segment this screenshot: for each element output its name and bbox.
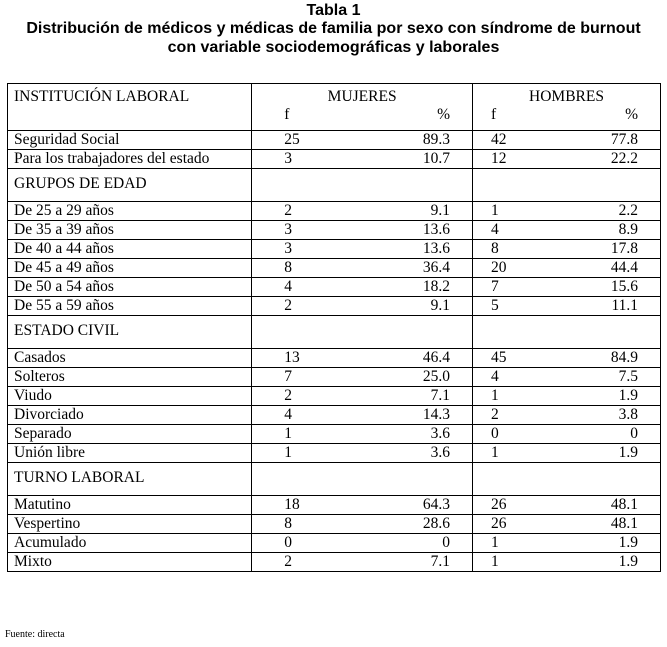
row-label: De 50 a 54 años: [8, 278, 252, 297]
header-hombres-f: f: [491, 106, 497, 123]
mujeres-f-value: 3: [284, 240, 292, 257]
hombres-cell: [473, 515, 661, 534]
hombres-pct-value: 1.9: [618, 553, 638, 570]
hombres-f-value: 1: [491, 553, 499, 570]
mujeres-cell: [252, 553, 473, 572]
hombres-pct-value: 1.9: [618, 387, 638, 404]
hombres-f-value: 8: [491, 240, 499, 257]
header-hombres: [473, 84, 661, 131]
mujeres-f-value: 0: [284, 534, 292, 551]
mujeres-f-value: 25: [284, 131, 300, 148]
mujeres-f-value: 2: [284, 297, 292, 314]
header-mujeres-pct: %: [437, 106, 451, 123]
header-row: [8, 84, 661, 131]
hombres-f-value: 1: [491, 387, 499, 404]
empty-cell: [252, 463, 473, 496]
table-row: [8, 259, 661, 278]
mujeres-pct-value: 7.1: [430, 553, 451, 570]
mujeres-f-value: 1: [284, 425, 292, 442]
mujeres-cell: [252, 515, 473, 534]
row-label: Matutino: [8, 496, 252, 515]
section-label: GRUPOS DE EDAD: [8, 169, 252, 202]
hombres-pct-value: 84.9: [610, 349, 638, 366]
hombres-cell: [473, 534, 661, 553]
row-label: Unión libre: [8, 444, 252, 463]
hombres-pct-value: 22.2: [610, 150, 638, 167]
hombres-f-value: 4: [491, 221, 499, 238]
row-label: Separado: [8, 425, 252, 444]
row-label: Mixto: [8, 553, 252, 572]
hombres-f-value: 5: [491, 297, 499, 314]
row-label: De 40 a 44 años: [8, 240, 252, 259]
section-label: TURNO LABORAL: [8, 463, 252, 496]
hombres-f-value: 1: [491, 202, 499, 219]
hombres-pct-value: 77.8: [610, 131, 638, 148]
hombres-cell: [473, 553, 661, 572]
table-row: [8, 534, 661, 553]
hombres-pct-value: 0: [630, 425, 638, 442]
hombres-f-value: 4: [491, 368, 499, 385]
mujeres-f-value: 7: [284, 368, 292, 385]
row-label: Viudo: [8, 387, 252, 406]
header-mujeres: [252, 84, 473, 131]
mujeres-cell: [252, 131, 473, 150]
mujeres-f-value: 3: [284, 150, 292, 167]
section-row: [8, 316, 661, 349]
source-note: Fuente: directa: [5, 629, 65, 640]
mujeres-f-value: 3: [284, 221, 292, 238]
row-label: Vespertino: [8, 515, 252, 534]
empty-cell: [473, 169, 661, 202]
mujeres-cell: [252, 150, 473, 169]
hombres-f-value: 45: [491, 349, 507, 366]
hombres-cell: [473, 425, 661, 444]
hombres-pct-value: 8.9: [618, 221, 638, 238]
header-institucion: [8, 84, 252, 131]
mujeres-cell: [252, 240, 473, 259]
hombres-pct-value: 15.6: [610, 278, 638, 295]
mujeres-cell: [252, 297, 473, 316]
mujeres-pct-value: 46.4: [422, 349, 451, 366]
table-row: [8, 278, 661, 297]
table-row: [8, 515, 661, 534]
mujeres-pct-value: 13.6: [422, 240, 451, 257]
table-row: [8, 297, 661, 316]
table-caption-line-1: Distribución de médicos y médicas de familia por sexo con síndrome de burnout: [26, 20, 641, 37]
mujeres-cell: [252, 496, 473, 515]
mujeres-f-value: 1: [284, 444, 292, 461]
mujeres-cell: [252, 425, 473, 444]
mujeres-f-value: 18: [284, 496, 300, 513]
mujeres-cell: [252, 534, 473, 553]
hombres-cell: [473, 349, 661, 368]
row-label: De 45 a 49 años: [8, 259, 252, 278]
mujeres-cell: [252, 259, 473, 278]
mujeres-pct-value: 25.0: [422, 368, 451, 385]
hombres-pct-value: 2.2: [618, 202, 638, 219]
empty-cell: [473, 316, 661, 349]
row-label: Acumulado: [8, 534, 252, 553]
mujeres-pct-value: 28.6: [422, 515, 451, 532]
header-mujeres-f: f: [284, 106, 290, 123]
hombres-f-value: 0: [491, 425, 499, 442]
row-label: Seguridad Social: [8, 131, 252, 150]
mujeres-f-value: 2: [284, 202, 292, 219]
mujeres-f-value: 8: [284, 259, 292, 276]
hombres-pct-value: 11.1: [611, 297, 638, 314]
mujeres-pct-value: 10.7: [422, 150, 451, 167]
hombres-cell: [473, 368, 661, 387]
mujeres-pct-value: 14.3: [422, 406, 451, 423]
row-label: De 35 a 39 años: [8, 221, 252, 240]
row-label: Para los trabajadores del estado: [8, 150, 252, 169]
header-mujeres-label: MUJERES: [327, 88, 397, 105]
hombres-f-value: 1: [491, 444, 499, 461]
empty-cell: [252, 169, 473, 202]
hombres-pct-value: 17.8: [610, 240, 638, 257]
hombres-cell: [473, 150, 661, 169]
mujeres-pct-value: 13.6: [422, 221, 451, 238]
header-institucion-label: INSTITUCIÓN LABORAL: [14, 88, 190, 105]
hombres-pct-value: 44.4: [610, 259, 638, 276]
mujeres-pct-value: 3.6: [430, 444, 451, 461]
hombres-pct-value: 48.1: [610, 496, 638, 513]
mujeres-cell: [252, 444, 473, 463]
mujeres-pct-value: 9.1: [430, 202, 451, 219]
mujeres-cell: [252, 349, 473, 368]
mujeres-cell: [252, 406, 473, 425]
hombres-f-value: 2: [491, 406, 499, 423]
burnout-table: [7, 83, 661, 572]
hombres-f-value: 42: [491, 131, 507, 148]
mujeres-pct-value: 7.1: [430, 387, 451, 404]
hombres-cell: [473, 406, 661, 425]
table-title: Tabla 1: [306, 2, 361, 19]
hombres-cell: [473, 240, 661, 259]
mujeres-pct-value: 36.4: [422, 259, 451, 276]
table-caption-line-2: con variable sociodemográficas y laborales: [167, 39, 500, 56]
hombres-f-value: 7: [491, 278, 499, 295]
table-row: [8, 387, 661, 406]
row-label: Solteros: [8, 368, 252, 387]
hombres-f-value: 12: [491, 150, 507, 167]
hombres-cell: [473, 131, 661, 150]
hombres-pct-value: 7.5: [618, 368, 638, 385]
mujeres-f-value: 4: [284, 406, 292, 423]
table-row: [8, 131, 661, 150]
mujeres-f-value: 4: [284, 278, 292, 295]
hombres-pct-value: 3.8: [618, 406, 638, 423]
mujeres-pct-value: 9.1: [430, 297, 451, 314]
hombres-f-value: 1: [491, 534, 499, 551]
mujeres-f-value: 13: [284, 349, 300, 366]
hombres-cell: [473, 202, 661, 221]
table-row: [8, 150, 661, 169]
hombres-cell: [473, 221, 661, 240]
mujeres-pct-value: 89.3: [422, 131, 451, 148]
hombres-pct-value: 1.9: [618, 534, 638, 551]
section-row: [8, 463, 661, 496]
row-label: Divorciado: [8, 406, 252, 425]
table-row: [8, 349, 661, 368]
hombres-f-value: 26: [491, 496, 507, 513]
mujeres-pct-value: 18.2: [422, 278, 451, 295]
mujeres-cell: [252, 202, 473, 221]
table-row: [8, 496, 661, 515]
mujeres-cell: [252, 368, 473, 387]
header-hombres-label: HOMBRES: [529, 88, 604, 105]
hombres-cell: [473, 259, 661, 278]
mujeres-pct-value: 64.3: [422, 496, 451, 513]
hombres-cell: [473, 444, 661, 463]
table-row: [8, 221, 661, 240]
table-row: [8, 406, 661, 425]
table-row: [8, 444, 661, 463]
hombres-cell: [473, 387, 661, 406]
mujeres-cell: [252, 387, 473, 406]
table-row: [8, 240, 661, 259]
mujeres-pct-value: 0: [442, 534, 451, 551]
hombres-f-value: 26: [491, 515, 507, 532]
table-row: [8, 425, 661, 444]
hombres-pct-value: 1.9: [618, 444, 638, 461]
hombres-f-value: 20: [491, 259, 507, 276]
row-label: De 25 a 29 años: [8, 202, 252, 221]
empty-cell: [252, 316, 473, 349]
mujeres-cell: [252, 278, 473, 297]
mujeres-f-value: 8: [284, 515, 292, 532]
hombres-pct-value: 48.1: [610, 515, 638, 532]
header-hombres-pct: %: [625, 106, 638, 123]
section-row: [8, 169, 661, 202]
empty-cell: [473, 463, 661, 496]
row-label: Casados: [8, 349, 252, 368]
hombres-cell: [473, 297, 661, 316]
mujeres-cell: [252, 221, 473, 240]
row-label: De 55 a 59 años: [8, 297, 252, 316]
hombres-cell: [473, 496, 661, 515]
mujeres-f-value: 2: [284, 387, 292, 404]
mujeres-f-value: 2: [284, 553, 292, 570]
table-row: [8, 553, 661, 572]
mujeres-pct-value: 3.6: [430, 425, 451, 442]
section-label: ESTADO CIVIL: [8, 316, 252, 349]
hombres-cell: [473, 278, 661, 297]
table-row: [8, 202, 661, 221]
table-row: [8, 368, 661, 387]
